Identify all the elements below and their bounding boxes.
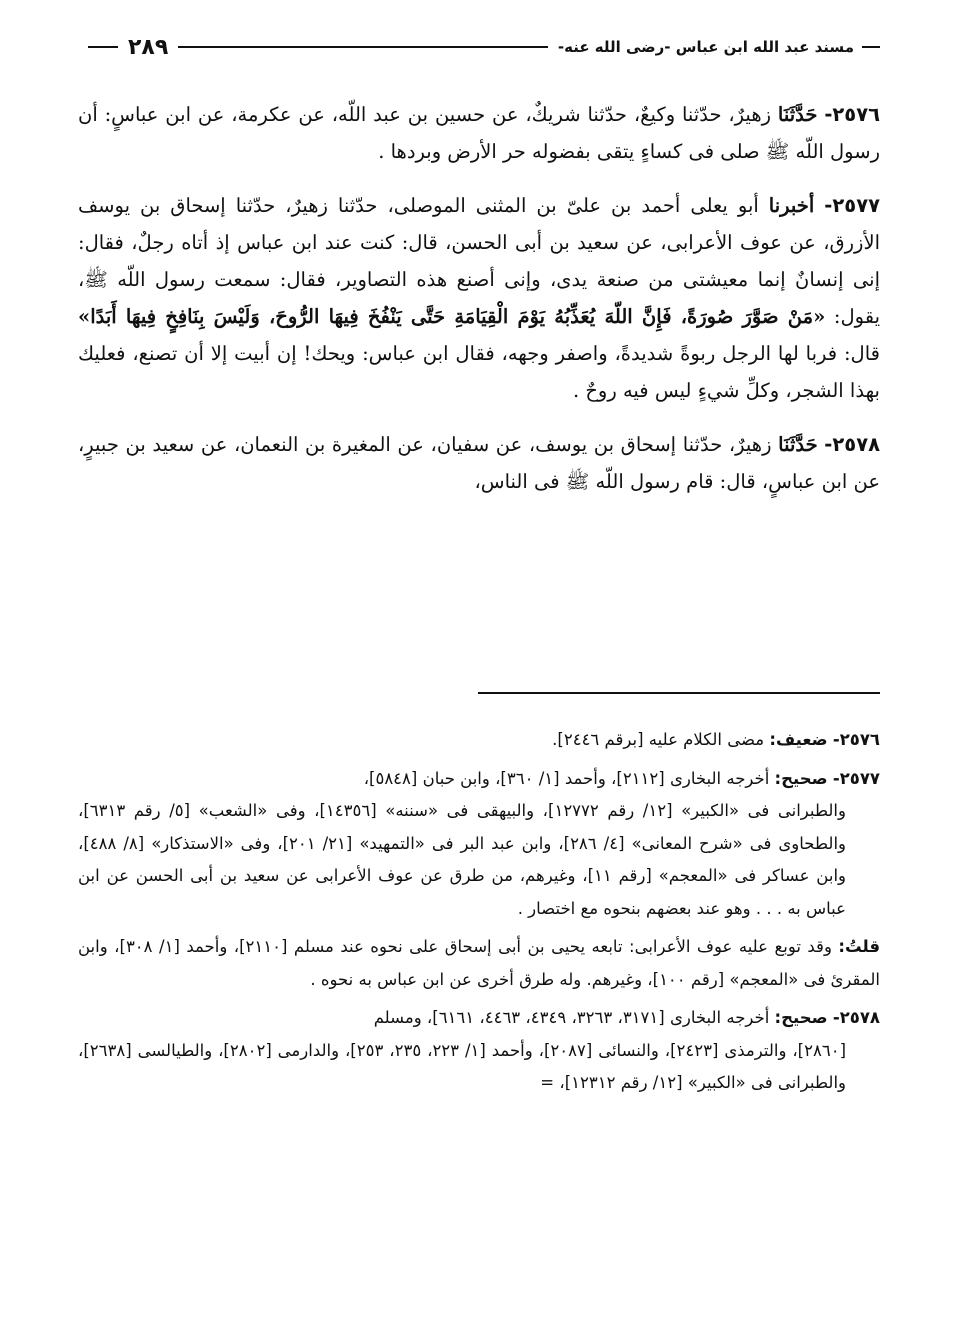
main-text [78, 96, 880, 517]
hadith-keyword: حَدَّثَنَا [777, 103, 818, 126]
footnote-continuation: [٢٨٦٠]، والترمذى [٢٤٢٣]، والنسائى [٢٠٨٧]، وأحمد [١/ ٢٢٣، ٢٣٥، ٢٥٣]، والدارمى [٢٨٠٢]، والطيالسى [٢٦٣٨]، والطبرانى فى «الكبير» [١٢/ رقم ١٢٣١٢]، = [78, 1040, 846, 1092]
hadith-2577 [78, 187, 880, 409]
hadith-text: زهيرٌ، حدّثنا إسحاق بن يوسف، عن سفيان، عن المغيرة بن النعمان، عن سعيد بن جبيرٍ، عن ابن عباسٍ، قال: قام رسول اللّه ﷺ فى الناس، [78, 433, 880, 493]
page-number: ٢٨٩ [128, 34, 169, 60]
running-title: مسند عبد الله ابن عباس -رضى الله عنه- [557, 38, 854, 56]
hadith-keyword: أخبرنا [768, 194, 815, 217]
footnote-number: ٢٥٧٦- [832, 730, 880, 749]
footnote-comment [78, 931, 880, 996]
hadith-2576 [78, 96, 880, 170]
footnote-grade: قلتُ: [838, 937, 880, 956]
hadith-number: ٢٥٧٧- [824, 194, 880, 217]
document-page [78, 26, 880, 1316]
header-rule-end [88, 46, 118, 48]
hadith-keyword: حَدَّثَنَا [778, 433, 818, 456]
footnote-grade: صحيح: [774, 1008, 828, 1027]
footnote-2578 [78, 1002, 880, 1100]
footnote-continuation: والطبرانى فى «الكبير» [١٢/ رقم ١٢٧٧٢]، والبيهقى فى «سننه» [١٤٣٥٦]، وفى «الشعب» [٥/ رقم ٦٣١٣]، والطحاوى فى «شرح المعانى» [٤/ ٢٨٦]، وابن عبد البر فى «التمهيد» [٢١/ ٢٠١]، وفى «الاستذكار» [٨/ ٤٨٨]، وابن عساكر فى «المعجم» [رقم ١١]، وغيرهم، من طرق عن عوف الأعرابى عن سعيد بن أبى الحسن عن ابن عباس به . . . وهو عند بعضهم بنحوه مع اختصار . [78, 801, 846, 918]
footnote-text: وقد توبع عليه عوف الأعرابى: تابعه يحيى بن أبى إسحاق على نحوه عند مسلم [٢١١٠]، وأحمد [١/ ٣٠٨]، وابن المقرئ فى «المعجم» [رقم ١٠٠]، وغيرهم. وله طرق أخرى عن ابن عباس به نحوه . [78, 937, 880, 989]
footnote-text: أخرجه البخارى [٣١٧١، ٣٢٦٣، ٤٣٤٩، ٤٤٦٣، ٦١٦١]، ومسلم [373, 1008, 775, 1027]
footnote-text: أخرجه البخارى [٢١١٢]، وأحمد [١/ ٣٦٠]، وابن حبان [٥٨٤٨]، [363, 768, 775, 788]
header-rule-start [862, 46, 880, 48]
footnote-2576 [78, 724, 880, 757]
hadith-text-after: قال: فربا لها الرجل ربوةً شديدةً، واصفر وجهه، فقال ابن عباس: ويحك! إن أبيت إلا أن تصنع، فعليك بهذا الشجر، وكلِّ شيءٍ ليس فيه روحٌ . [78, 342, 880, 402]
footnote-grade: صحيح: [774, 768, 828, 788]
hadith-text-before: أبو يعلى أحمد بن علىّ بن المثنى الموصلى، حدّثنا زهيرٌ، حدّثنا إسحاق بن يوسف الأزرق، عن عوف الأعرابى، عن سعيد بن أبى الحسن، قال: كنت عند ابن عباس إذ أتاه رجلٌ، فقال: إنى إنسانٌ إنما معيشتى من صنعة يدى، وإنى أصنع هذه التصاوير، فقال: سمعت رسول اللّه ﷺ، يقول: [78, 194, 880, 328]
page-header [78, 26, 880, 68]
footnote-number: ٢٥٧٧- [832, 768, 880, 788]
footnote-grade: ضعيف: [769, 730, 828, 749]
header-rule-middle [178, 46, 548, 48]
footnote-2577 [78, 763, 880, 926]
hadith-number: ٢٥٧٦- [824, 103, 881, 126]
hadith-text: زهيرٌ، حدّثنا وكيعٌ، حدّثنا شريكٌ، عن حسين بن عبد اللّه، عن عكرمة، عن ابن عباسٍ: أن رسول اللّه ﷺ صلى فى كساءٍ يتقى بفضوله حر الأرض وبردها . [78, 103, 880, 163]
footnote-divider [478, 692, 880, 694]
footnotes [78, 724, 880, 1106]
prophetic-quote: «مَنْ صَوَّرَ صُورَةً، فَإِنَّ اللّهَ يُعَذِّبُهُ يَوْمَ الْقِيَامَةِ حَتَّى يَنْفُخَ فِيهَا الرُّوحَ، وَلَيْسَ بِنَافِخٍ فِيهَا أَبَدًا» [78, 305, 826, 328]
footnote-number: ٢٥٧٨- [832, 1008, 880, 1027]
hadith-2578 [78, 426, 880, 500]
footnote-text: مضى الكلام عليه [برقم ٢٤٤٦]. [552, 730, 770, 749]
hadith-number: ٢٥٧٨- [824, 433, 880, 456]
